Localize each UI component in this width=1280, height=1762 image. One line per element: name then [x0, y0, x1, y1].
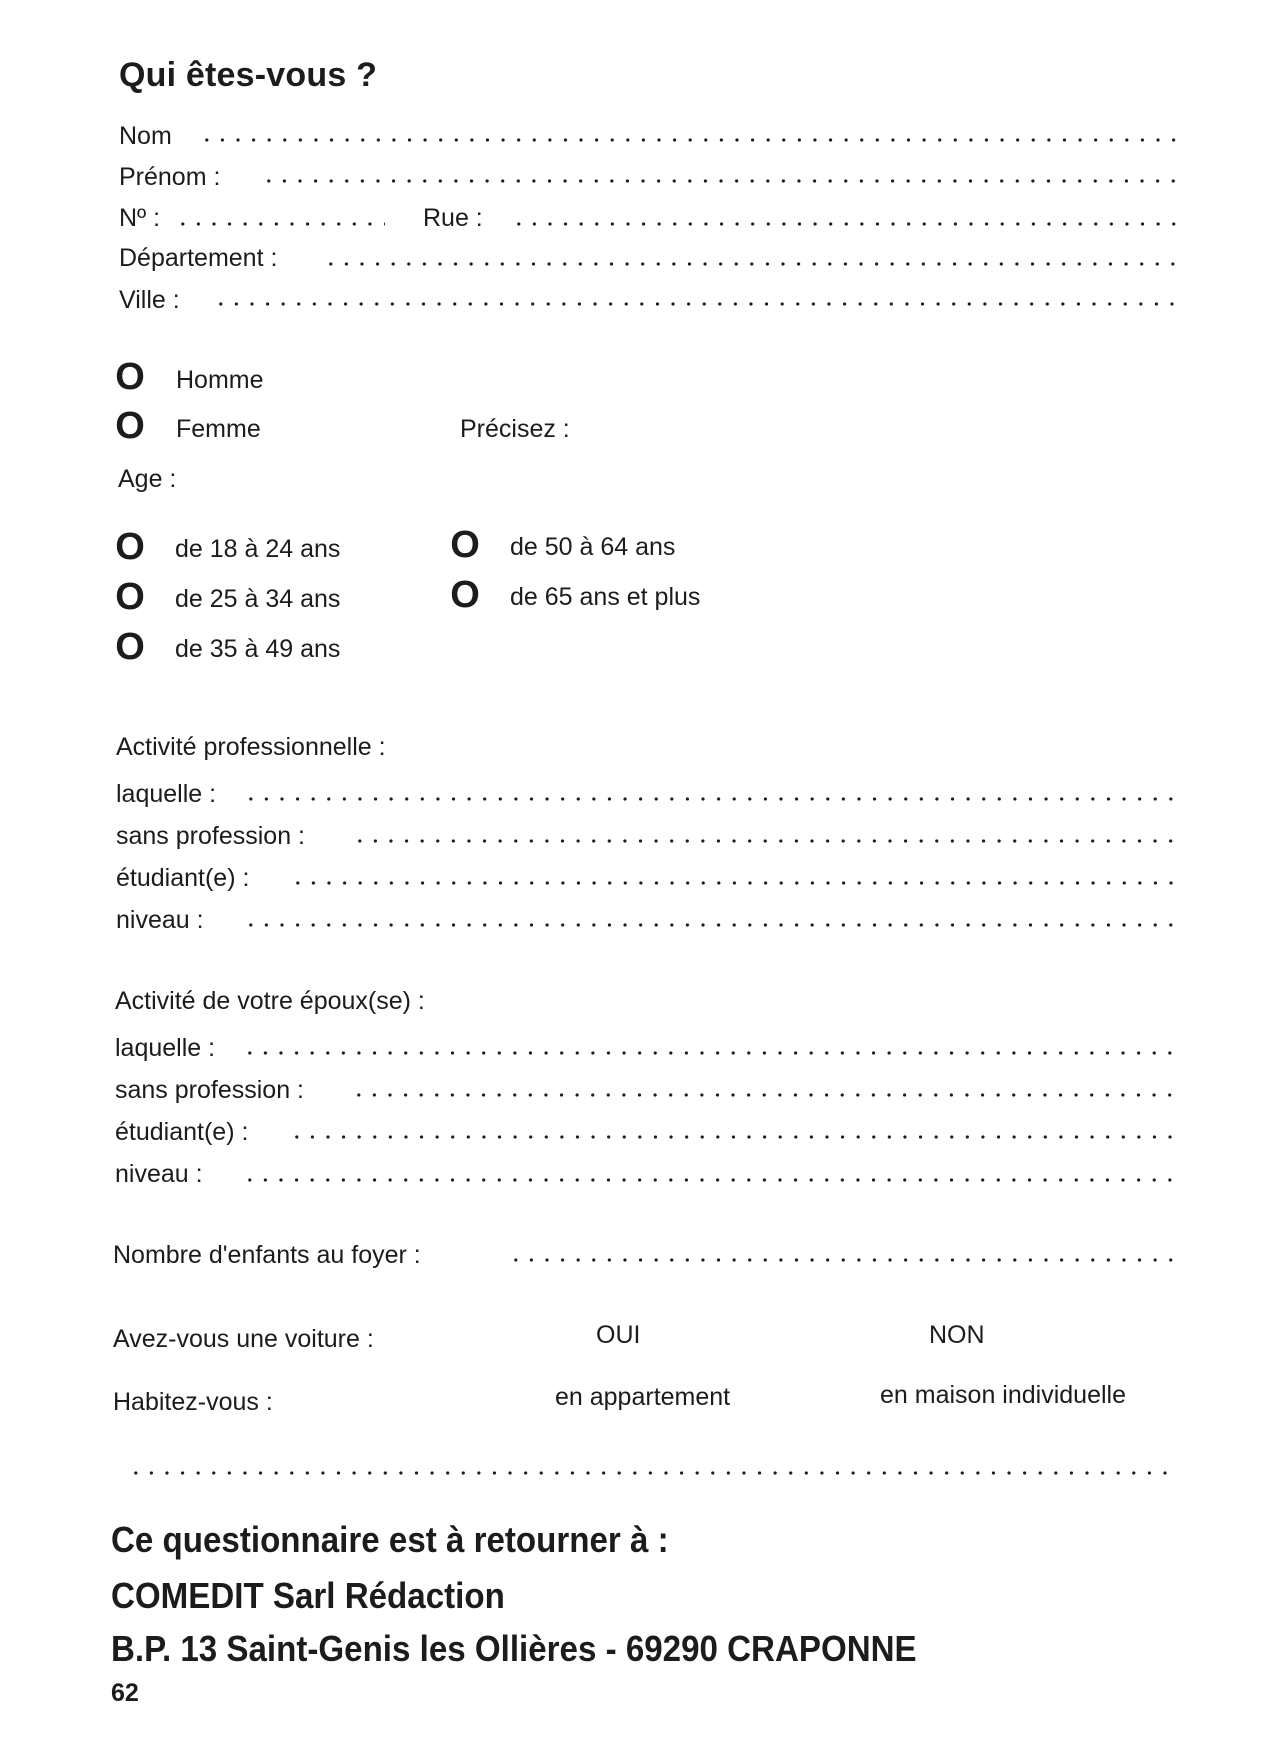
age-radio-18-24[interactable]: O: [115, 526, 145, 568]
homme-radio[interactable]: O: [115, 356, 145, 398]
age-option-35-49: de 35 à 49 ans: [175, 635, 341, 663]
age-label: Age :: [118, 465, 177, 493]
pro-sans-profession-label: sans profession :: [116, 822, 305, 850]
age-option-50-64: de 50 à 64 ans: [510, 533, 676, 561]
nom-label: Nom: [119, 122, 172, 150]
epoux-sans-profession-field[interactable]: [351, 1093, 1177, 1097]
departement-label: Département :: [119, 244, 278, 272]
epoux-sans-profession-label: sans profession :: [115, 1076, 304, 1104]
company-address: B.P. 13 Saint-Genis les Ollières - 69290 CRAPONNE: [111, 1628, 917, 1669]
femme-radio[interactable]: O: [115, 405, 145, 447]
habitez-appartement-option[interactable]: en appartement: [555, 1383, 731, 1411]
prenom-label: Prénom :: [119, 163, 221, 191]
page-title: Qui êtes-vous ?: [119, 56, 378, 94]
femme-label: Femme: [176, 415, 261, 443]
enfants-field[interactable]: [508, 1258, 1177, 1262]
rue-field[interactable]: [511, 222, 1177, 226]
departement-field[interactable]: [323, 262, 1177, 266]
epoux-niveau-field[interactable]: [242, 1178, 1177, 1182]
company-name: COMEDIT Sarl Rédaction: [111, 1575, 505, 1616]
voiture-label: Avez-vous une voiture :: [113, 1325, 374, 1353]
prenom-field[interactable]: [261, 179, 1177, 183]
rue-label: Rue :: [423, 204, 483, 232]
age-option-25-34: de 25 à 34 ans: [175, 585, 341, 613]
homme-label: Homme: [176, 366, 264, 394]
epoux-etudiant-field[interactable]: [289, 1135, 1177, 1139]
epoux-niveau-label: niveau :: [115, 1160, 203, 1188]
habitez-label: Habitez-vous :: [113, 1388, 273, 1416]
pro-sans-profession-field[interactable]: [352, 839, 1177, 843]
epoux-etudiant-label: étudiant(e) :: [115, 1118, 249, 1146]
ville-label: Ville :: [119, 286, 180, 314]
numero-label: Nº :: [119, 204, 161, 232]
separator-dotted-line: [128, 1471, 1177, 1475]
pro-etudiant-label: étudiant(e) :: [116, 864, 250, 892]
numero-field[interactable]: [175, 222, 385, 226]
epoux-laquelle-field[interactable]: [242, 1051, 1177, 1055]
age-option-65-plus: de 65 ans et plus: [510, 583, 701, 611]
age-radio-25-34[interactable]: O: [115, 576, 145, 618]
age-radio-65-plus[interactable]: O: [450, 574, 480, 616]
pro-laquelle-field[interactable]: [243, 797, 1177, 801]
pro-etudiant-field[interactable]: [290, 881, 1177, 885]
nom-field[interactable]: [199, 138, 1177, 142]
precisez-label: Précisez :: [460, 415, 570, 443]
enfants-label: Nombre d'enfants au foyer :: [113, 1241, 421, 1269]
age-radio-35-49[interactable]: O: [115, 626, 145, 668]
pro-niveau-field[interactable]: [243, 923, 1177, 927]
voiture-oui-option[interactable]: OUI: [596, 1321, 641, 1349]
ville-field[interactable]: [213, 302, 1177, 306]
habitez-maison-option[interactable]: en maison individuelle: [880, 1381, 1126, 1409]
pro-laquelle-label: laquelle :: [116, 780, 217, 808]
age-radio-50-64[interactable]: O: [450, 524, 480, 566]
activite-pro-heading: Activité professionnelle :: [116, 733, 386, 761]
return-instruction: Ce questionnaire est à retourner à :: [111, 1519, 669, 1560]
pro-niveau-label: niveau :: [116, 906, 204, 934]
page-number: 62: [111, 1679, 139, 1707]
epoux-laquelle-label: laquelle :: [115, 1034, 216, 1062]
activite-epoux-heading: Activité de votre époux(se) :: [115, 987, 425, 1015]
age-option-18-24: de 18 à 24 ans: [175, 535, 341, 563]
voiture-non-option[interactable]: NON: [929, 1321, 985, 1349]
